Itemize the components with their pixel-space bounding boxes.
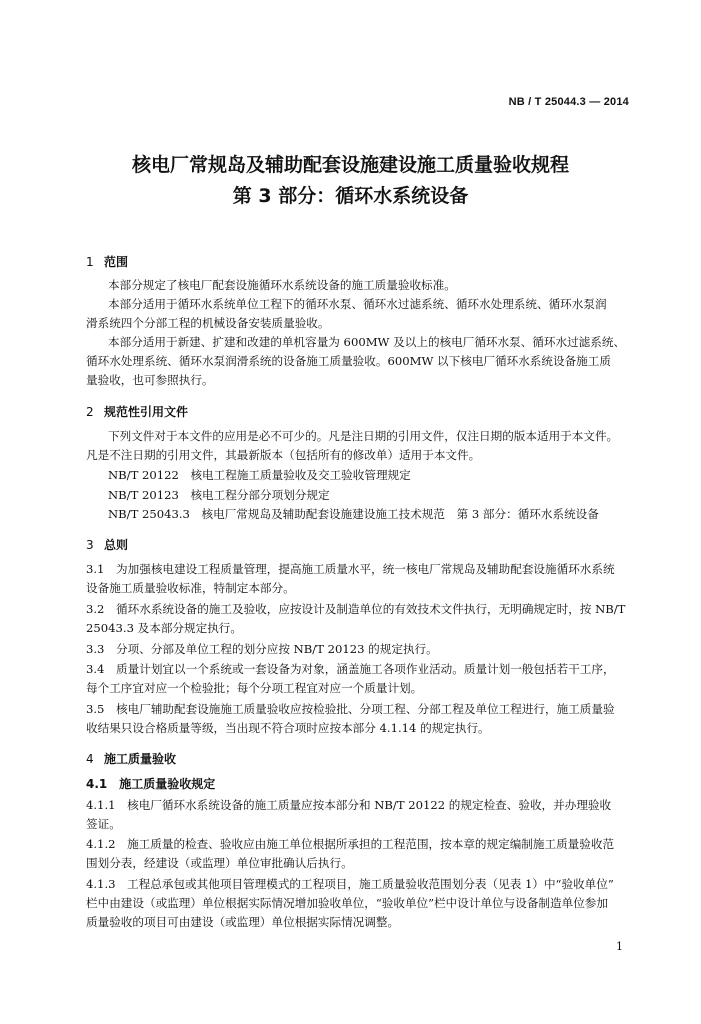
clause-line: 签证。: [86, 817, 121, 831]
document-title: 核电厂常规岛及辅助配套设施建设施工质量验收规程: [131, 154, 569, 176]
section-1-title: 范围: [104, 255, 129, 269]
document-subtitle: 第 3 部分：循环水系统设备: [232, 185, 469, 207]
paragraph-line: 本部分适用于循环水系统单位工程下的循环水泵、循环水过滤系统、循环水处理系统、循环水泵润: [108, 297, 607, 311]
paragraph-line: 凡是不注日期的引用文件，其最新版本（包括所有的修改单）适用于本文件。: [86, 448, 481, 462]
section-4-heading: [86, 750, 176, 767]
paragraph-line: 本部分规定了核电厂配套设施循环水系统设备的施工质量验收标准。: [108, 278, 456, 292]
section-3-title: 总则: [104, 538, 129, 552]
paragraph-line: 下列文件对于本文件的应用是必不可少的。凡是注日期的引用文件，仅注日期的版本适用于本文件。: [108, 429, 619, 443]
clause-line: 4.1.3 工程总承包或其他项目管理模式的工程项目，施工质量验收范围划分表（见表 1）中“验收单位”: [86, 877, 614, 891]
section-3-heading: [86, 536, 128, 553]
section-1-number: 1: [86, 255, 94, 269]
section-4-number: 4: [86, 752, 94, 766]
clause-line: 设备施工质量验收标准，特制定本部分。: [86, 581, 295, 595]
clause-line: 每个工序宜对应一个检验批；每个分项工程宜对应一个质量计划。: [86, 681, 423, 695]
reference-item: NB/T 20122 核电工程施工质量验收及交工验收管理规定: [108, 468, 411, 482]
clause-line: 3.4 质量计划宜以一个系统或一套设备为对象，涵盖施工各项作业活动。质量计划一般包括若干工序，: [86, 662, 615, 676]
subsection-4-1-heading: 4.1 施工质量验收规定: [86, 777, 216, 791]
reference-item: NB/T 20123 核电工程分部分项划分规定: [108, 488, 330, 502]
section-2-number: 2: [86, 405, 94, 419]
section-2-heading: [86, 403, 188, 420]
paragraph-line: 量验收，也可参照执行。: [86, 373, 214, 387]
paragraph-line: 本部分适用于新建、扩建和改建的单机容量为 600MW 及以上的核电厂循环水泵、循环水过滤系统、: [108, 335, 626, 349]
section-1-heading: [86, 253, 128, 270]
clause-line: 4.1.1 核电厂循环水系统设备的施工质量应按本部分和 NB/T 20122 的规定检查、验收，并办理验收: [86, 798, 612, 812]
standard-number: NB / T 25044.3 — 2014: [508, 96, 629, 108]
clause-line: 25043.3 及本部分规定执行。: [86, 621, 242, 635]
section-3-number: 3: [86, 538, 94, 552]
page-number: 1: [616, 940, 623, 953]
clause-line: 4.1.2 施工质量的检查、验收应由施工单位根据所承担的工程范围，按本章的规定编制施工质量验收范: [86, 837, 615, 851]
clause-line: 3.5 核电厂辅助配套设施施工质量验收应按检验批、分项工程、分部工程及单位工程进行，施工质量验: [86, 702, 615, 716]
clause-line: 质量验收的项目可由建设（或监理）单位根据实际情况调整。: [86, 915, 400, 929]
section-2-title: 规范性引用文件: [104, 405, 189, 419]
clause-line: 围划分表，经建设（或监理）单位审批确认后执行。: [86, 856, 353, 870]
clause-line: 栏中由建设（或监理）单位根据实际情况增加验收单位，“验收单位”栏中设计单位与设备制造单位参加: [86, 896, 608, 910]
clause-line: 3.1 为加强核电建设工程质量管理，提高施工质量水平，统一核电厂常规岛及辅助配套设施循环水系统: [86, 562, 615, 576]
paragraph-line: 滑系统四个分部工程的机械设备安装质量验收。: [86, 316, 330, 330]
paragraph-line: 循环水处理系统、循环水泵润滑系统的设备施工质量验收。600MW 以下核电厂循环水系统设备施工质: [86, 354, 611, 368]
reference-item: NB/T 25043.3 核电厂常规岛及辅助配套设施建设施工技术规范 第 3 部分：循环水系统设备: [108, 507, 599, 521]
clause-line: 收结果只设合格质量等级，当出现不符合项时应按本部分 4.1.14 的规定执行。: [86, 721, 490, 735]
section-4-title: 施工质量验收: [104, 752, 177, 766]
clause-line: 3.3 分项、分部及单位工程的划分应按 NB/T 20123 的规定执行。: [86, 642, 438, 656]
clause-line: 3.2 循环水系统设备的施工及验收，应按设计及制造单位的有效技术文件执行，无明确规定时，按 NB/T: [86, 602, 626, 616]
